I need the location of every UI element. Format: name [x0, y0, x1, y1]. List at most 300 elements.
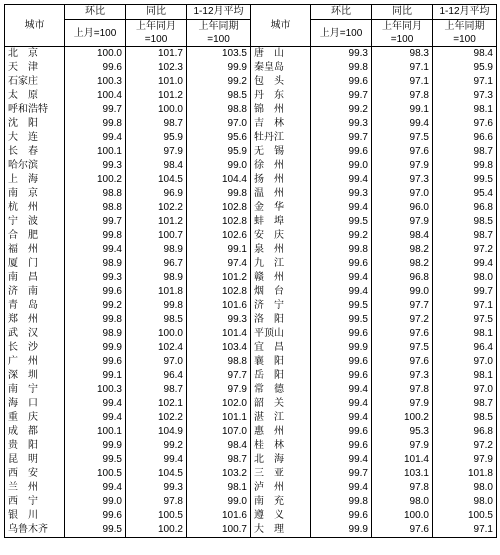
city-name-cell: 济 宁 [251, 299, 311, 313]
mom-value-cell: 99.5 [311, 313, 372, 327]
city-name-cell: 武 汉 [5, 327, 65, 341]
yoy-base-header: 上年同月 [126, 20, 187, 34]
avg-value-cell: 98.0 [433, 271, 497, 285]
mom-value-cell: 99.6 [311, 327, 372, 341]
avg-value-cell: 101.8 [433, 467, 497, 481]
avg-value-cell: 103.2 [187, 467, 251, 481]
yoy-value-cell: 98.2 [372, 257, 433, 271]
avg-value-cell: 103.4 [187, 341, 251, 355]
city-name-cell: 无 锡 [251, 145, 311, 159]
mom-value-cell: 99.7 [311, 467, 372, 481]
mom-value-cell: 99.6 [65, 61, 126, 75]
mom-value-cell: 99.4 [311, 201, 372, 215]
mom-value-cell: 99.6 [311, 439, 372, 453]
yoy-value-cell: 97.8 [372, 383, 433, 397]
table-body [5, 47, 497, 538]
avg-value-cell: 99.3 [187, 313, 251, 327]
city-name-cell: 惠 州 [251, 425, 311, 439]
table-header [5, 5, 497, 47]
city-name-cell: 合 肥 [5, 229, 65, 243]
city-name-cell: 厦 门 [5, 257, 65, 271]
mom-value-cell: 100.5 [65, 467, 126, 481]
avg-value-cell: 97.0 [433, 383, 497, 397]
city-name-cell: 广 州 [5, 355, 65, 369]
city-name-cell: 洛 阳 [251, 313, 311, 327]
avg-value-cell: 97.1 [433, 523, 497, 538]
table-row [5, 425, 497, 439]
city-name-cell: 福 州 [5, 243, 65, 257]
city-name-cell: 安 庆 [251, 229, 311, 243]
yoy-value-cell: 101.2 [126, 89, 187, 103]
mom-base-header: 上月=100 [65, 20, 126, 47]
city-name-cell: 天 津 [5, 61, 65, 75]
avg-value-cell: 98.0 [433, 495, 497, 509]
mom-value-cell: 99.3 [311, 187, 372, 201]
yoy-value-cell: 98.5 [126, 313, 187, 327]
avg-value-cell: 102.6 [187, 229, 251, 243]
yoy-value-cell: 100.0 [372, 509, 433, 523]
avg-value-cell: 99.4 [433, 257, 497, 271]
mom-value-cell: 99.6 [311, 257, 372, 271]
yoy-value-cell: 99.2 [126, 439, 187, 453]
yoy-value-cell: 95.9 [126, 131, 187, 145]
mom-value-cell: 100.1 [65, 425, 126, 439]
mom-value-cell: 99.8 [65, 313, 126, 327]
avg-value-cell: 97.3 [433, 89, 497, 103]
city-name-cell: 韶 关 [251, 397, 311, 411]
mom-value-cell: 99.8 [65, 117, 126, 131]
table-row [5, 243, 497, 257]
city-name-cell: 九 江 [251, 257, 311, 271]
mom-value-cell: 99.4 [311, 285, 372, 299]
avg-value-cell: 96.6 [433, 131, 497, 145]
avg-value-cell: 99.0 [187, 495, 251, 509]
table-row [5, 285, 497, 299]
mom-value-cell: 99.6 [65, 355, 126, 369]
city-name-cell: 三 亚 [251, 467, 311, 481]
mom-column-header: 环比 [65, 5, 126, 20]
avg-value-cell: 97.1 [433, 75, 497, 89]
avg-value-cell: 99.1 [187, 243, 251, 257]
avg-value-cell: 99.7 [433, 285, 497, 299]
mom-value-cell: 99.3 [311, 47, 372, 62]
avg-value-cell: 99.0 [187, 159, 251, 173]
mom-value-cell: 99.0 [65, 495, 126, 509]
mom-value-cell: 99.1 [65, 369, 126, 383]
yoy-value-cell: 98.4 [372, 229, 433, 243]
avg-value-cell: 95.6 [187, 131, 251, 145]
avg-value-cell: 98.5 [433, 215, 497, 229]
avg-value-cell: 98.1 [433, 103, 497, 117]
mom-value-cell: 99.8 [311, 61, 372, 75]
avg-value-cell: 100.7 [187, 523, 251, 538]
city-name-cell: 锦 州 [251, 103, 311, 117]
avg-value-cell: 104.4 [187, 173, 251, 187]
mom-value-cell: 99.2 [311, 229, 372, 243]
table-row [5, 201, 497, 215]
mom-value-cell: 99.6 [65, 509, 126, 523]
city-name-cell: 乌鲁木齐 [5, 523, 65, 538]
mom-base-header: 上月=100 [311, 20, 372, 47]
mom-value-cell: 100.4 [65, 89, 126, 103]
yoy-value-cell: 97.1 [372, 61, 433, 75]
city-name-cell: 泸 州 [251, 481, 311, 495]
yoy-value-cell: 98.2 [372, 243, 433, 257]
city-name-cell: 北 海 [251, 453, 311, 467]
avg-value-cell: 98.7 [187, 453, 251, 467]
yoy-column-header: 同比 [126, 5, 187, 20]
yoy-value-cell: 97.6 [372, 327, 433, 341]
yoy-value-cell: 101.7 [126, 47, 187, 62]
yoy-value-cell: 97.7 [372, 299, 433, 313]
avg-value-cell: 97.9 [433, 453, 497, 467]
avg-value-cell: 97.4 [187, 257, 251, 271]
yoy-value-cell: 101.8 [126, 285, 187, 299]
yoy-value-cell: 97.9 [372, 439, 433, 453]
mom-value-cell: 99.4 [311, 481, 372, 495]
city-name-cell: 石家庄 [5, 75, 65, 89]
mom-value-cell: 98.9 [65, 257, 126, 271]
mom-value-cell: 99.3 [65, 271, 126, 285]
table-row [5, 327, 497, 341]
mom-value-cell: 98.8 [65, 201, 126, 215]
table-row [5, 355, 497, 369]
yoy-base-header-2: =100 [126, 33, 187, 47]
avg-value-cell: 97.9 [187, 383, 251, 397]
table-row [5, 61, 497, 75]
city-name-cell: 银 川 [5, 509, 65, 523]
mom-value-cell: 100.1 [65, 145, 126, 159]
city-name-cell: 桂 林 [251, 439, 311, 453]
yoy-value-cell: 97.3 [372, 369, 433, 383]
mom-value-cell: 99.4 [311, 173, 372, 187]
yoy-value-cell: 98.7 [126, 383, 187, 397]
table-row [5, 75, 497, 89]
mom-value-cell: 99.0 [311, 159, 372, 173]
avg-value-cell: 98.8 [187, 103, 251, 117]
avg-value-cell: 99.8 [187, 187, 251, 201]
mom-value-cell: 99.4 [311, 383, 372, 397]
mom-value-cell: 99.7 [311, 131, 372, 145]
city-name-cell: 遵 义 [251, 509, 311, 523]
avg-value-cell: 98.1 [433, 327, 497, 341]
city-name-cell: 兰 州 [5, 481, 65, 495]
yoy-value-cell: 101.0 [126, 75, 187, 89]
city-name-cell: 长 春 [5, 145, 65, 159]
avg-value-cell: 95.4 [433, 187, 497, 201]
city-name-cell: 包 头 [251, 75, 311, 89]
mom-value-cell: 99.6 [311, 509, 372, 523]
avg-value-cell: 101.6 [187, 299, 251, 313]
city-name-cell: 深 圳 [5, 369, 65, 383]
yoy-value-cell: 102.4 [126, 341, 187, 355]
yoy-value-cell: 102.1 [126, 397, 187, 411]
mom-value-cell: 99.2 [311, 103, 372, 117]
avg-value-cell: 97.1 [433, 299, 497, 313]
yoy-value-cell: 98.9 [126, 243, 187, 257]
city-name-cell: 成 都 [5, 425, 65, 439]
table-row [5, 299, 497, 313]
yoy-value-cell: 101.2 [126, 215, 187, 229]
table-row [5, 103, 497, 117]
avg-column-header: 1-12月平均 [433, 5, 497, 20]
avg-base-header-2: =100 [433, 33, 497, 47]
yoy-value-cell: 100.2 [372, 411, 433, 425]
yoy-value-cell: 97.5 [372, 341, 433, 355]
yoy-value-cell: 96.9 [126, 187, 187, 201]
yoy-value-cell: 100.0 [126, 103, 187, 117]
avg-value-cell: 99.9 [187, 61, 251, 75]
yoy-value-cell: 100.5 [126, 509, 187, 523]
table-row [5, 173, 497, 187]
city-name-cell: 襄 阳 [251, 355, 311, 369]
avg-value-cell: 95.9 [187, 145, 251, 159]
table-row [5, 131, 497, 145]
city-name-cell: 吉 林 [251, 117, 311, 131]
avg-value-cell: 97.0 [187, 117, 251, 131]
yoy-value-cell: 104.5 [126, 467, 187, 481]
avg-base-header: 上年同期 [433, 20, 497, 34]
avg-value-cell: 95.9 [433, 61, 497, 75]
table-row [5, 159, 497, 173]
avg-value-cell: 97.2 [433, 243, 497, 257]
city-name-cell: 海 口 [5, 397, 65, 411]
mom-value-cell: 99.8 [311, 495, 372, 509]
city-name-cell: 郑 州 [5, 313, 65, 327]
avg-value-cell: 98.0 [433, 481, 497, 495]
city-name-cell: 杭 州 [5, 201, 65, 215]
yoy-value-cell: 99.4 [126, 453, 187, 467]
mom-value-cell: 99.4 [65, 397, 126, 411]
mom-value-cell: 99.5 [65, 453, 126, 467]
table-row [5, 215, 497, 229]
city-name-cell: 上 海 [5, 173, 65, 187]
city-name-cell: 扬 州 [251, 173, 311, 187]
city-name-cell: 西 安 [5, 467, 65, 481]
avg-value-cell: 102.0 [187, 397, 251, 411]
mom-value-cell: 100.3 [65, 75, 126, 89]
avg-value-cell: 102.8 [187, 201, 251, 215]
avg-value-cell: 102.8 [187, 215, 251, 229]
city-name-cell: 太 原 [5, 89, 65, 103]
city-name-cell: 徐 州 [251, 159, 311, 173]
yoy-value-cell: 97.9 [372, 159, 433, 173]
avg-value-cell: 102.8 [187, 285, 251, 299]
city-name-cell: 北 京 [5, 47, 65, 62]
city-name-cell: 常 德 [251, 383, 311, 397]
yoy-value-cell: 102.2 [126, 411, 187, 425]
yoy-value-cell: 97.8 [372, 481, 433, 495]
avg-value-cell: 101.6 [187, 509, 251, 523]
table-row [5, 481, 497, 495]
yoy-value-cell: 98.9 [126, 271, 187, 285]
table-row [5, 271, 497, 285]
city-column-header: 城市 [5, 5, 65, 47]
table-row [5, 229, 497, 243]
yoy-value-cell: 97.9 [372, 397, 433, 411]
yoy-value-cell: 97.9 [126, 145, 187, 159]
yoy-value-cell: 96.7 [126, 257, 187, 271]
yoy-value-cell: 102.2 [126, 201, 187, 215]
city-name-cell: 湛 江 [251, 411, 311, 425]
mom-value-cell: 99.6 [311, 355, 372, 369]
avg-value-cell: 96.8 [433, 201, 497, 215]
mom-value-cell: 99.6 [311, 75, 372, 89]
mom-value-cell: 99.4 [65, 131, 126, 145]
avg-value-cell: 98.7 [433, 229, 497, 243]
table-row [5, 509, 497, 523]
yoy-value-cell: 100.0 [126, 327, 187, 341]
yoy-value-cell: 97.0 [126, 355, 187, 369]
mom-value-cell: 99.8 [311, 243, 372, 257]
city-name-cell: 大 连 [5, 131, 65, 145]
city-name-cell: 唐 山 [251, 47, 311, 62]
city-name-cell: 南 京 [5, 187, 65, 201]
mom-column-header: 环比 [311, 5, 372, 20]
mom-value-cell: 99.6 [311, 369, 372, 383]
mom-value-cell: 99.7 [311, 89, 372, 103]
mom-value-cell: 99.6 [65, 285, 126, 299]
city-name-cell: 丹 东 [251, 89, 311, 103]
yoy-value-cell: 97.0 [372, 187, 433, 201]
mom-value-cell: 99.4 [311, 411, 372, 425]
table-row [5, 313, 497, 327]
mom-value-cell: 99.4 [65, 243, 126, 257]
city-name-cell: 牡丹江 [251, 131, 311, 145]
avg-value-cell: 98.1 [187, 481, 251, 495]
mom-value-cell: 99.6 [311, 145, 372, 159]
city-name-cell: 宁 波 [5, 215, 65, 229]
table-row [5, 397, 497, 411]
yoy-value-cell: 101.4 [372, 453, 433, 467]
house-price-index-table [4, 4, 497, 538]
mom-value-cell: 99.9 [65, 341, 126, 355]
city-name-cell: 昆 明 [5, 453, 65, 467]
avg-value-cell: 97.0 [433, 355, 497, 369]
city-name-cell: 沈 阳 [5, 117, 65, 131]
avg-value-cell: 98.5 [433, 411, 497, 425]
avg-value-cell: 103.5 [187, 47, 251, 62]
yoy-value-cell: 102.3 [126, 61, 187, 75]
avg-value-cell: 99.8 [433, 159, 497, 173]
avg-value-cell: 107.0 [187, 425, 251, 439]
yoy-value-cell: 98.0 [372, 495, 433, 509]
avg-value-cell: 100.5 [433, 509, 497, 523]
mom-value-cell: 99.4 [311, 271, 372, 285]
yoy-value-cell: 100.2 [126, 523, 187, 538]
avg-value-cell: 99.5 [433, 173, 497, 187]
avg-value-cell: 96.8 [433, 425, 497, 439]
city-name-cell: 贵 阳 [5, 439, 65, 453]
table-row [5, 187, 497, 201]
avg-base-header-2: =100 [187, 33, 251, 47]
avg-value-cell: 97.5 [433, 313, 497, 327]
city-name-cell: 哈尔滨 [5, 159, 65, 173]
table-row [5, 89, 497, 103]
city-name-cell: 济 南 [5, 285, 65, 299]
city-name-cell: 长 沙 [5, 341, 65, 355]
city-name-cell: 平顶山 [251, 327, 311, 341]
avg-column-header: 1-12月平均 [187, 5, 251, 20]
yoy-value-cell: 96.0 [372, 201, 433, 215]
mom-value-cell: 99.3 [311, 117, 372, 131]
mom-value-cell: 98.8 [65, 187, 126, 201]
mom-value-cell: 99.5 [65, 523, 126, 538]
yoy-value-cell: 104.5 [126, 173, 187, 187]
table-row [5, 369, 497, 383]
mom-value-cell: 99.4 [65, 411, 126, 425]
avg-value-cell: 98.4 [433, 47, 497, 62]
yoy-value-cell: 99.0 [372, 285, 433, 299]
table-row [5, 439, 497, 453]
yoy-value-cell: 99.8 [126, 299, 187, 313]
table-row [5, 523, 497, 538]
avg-value-cell: 98.8 [187, 355, 251, 369]
yoy-value-cell: 98.4 [126, 159, 187, 173]
mom-value-cell: 99.3 [65, 159, 126, 173]
yoy-value-cell: 97.3 [372, 173, 433, 187]
city-name-cell: 重 庆 [5, 411, 65, 425]
yoy-value-cell: 95.3 [372, 425, 433, 439]
table-row [5, 47, 497, 62]
yoy-value-cell: 99.4 [372, 117, 433, 131]
yoy-base-header-2: =100 [372, 33, 433, 47]
yoy-value-cell: 97.8 [126, 495, 187, 509]
mom-value-cell: 99.2 [65, 299, 126, 313]
yoy-value-cell: 96.8 [372, 271, 433, 285]
avg-value-cell: 101.4 [187, 327, 251, 341]
mom-value-cell: 99.9 [65, 439, 126, 453]
yoy-value-cell: 100.7 [126, 229, 187, 243]
mom-value-cell: 98.9 [65, 327, 126, 341]
mom-value-cell: 99.6 [311, 425, 372, 439]
city-name-cell: 金 华 [251, 201, 311, 215]
yoy-value-cell: 97.1 [372, 75, 433, 89]
yoy-value-cell: 97.6 [372, 145, 433, 159]
table-row [5, 117, 497, 131]
yoy-value-cell: 104.9 [126, 425, 187, 439]
avg-value-cell: 98.5 [187, 89, 251, 103]
avg-base-header: 上年同期 [187, 20, 251, 34]
mom-value-cell: 100.0 [65, 47, 126, 62]
yoy-value-cell: 97.2 [372, 313, 433, 327]
table-row [5, 453, 497, 467]
yoy-value-cell: 97.6 [372, 523, 433, 538]
mom-value-cell: 99.5 [311, 215, 372, 229]
avg-value-cell: 101.2 [187, 271, 251, 285]
avg-value-cell: 96.4 [433, 341, 497, 355]
table-row [5, 467, 497, 481]
yoy-value-cell: 97.6 [372, 355, 433, 369]
yoy-value-cell: 99.1 [372, 103, 433, 117]
table-row [5, 145, 497, 159]
yoy-base-header: 上年同月 [372, 20, 433, 34]
city-name-cell: 烟 台 [251, 285, 311, 299]
avg-value-cell: 101.1 [187, 411, 251, 425]
city-name-cell: 泉 州 [251, 243, 311, 257]
yoy-value-cell: 97.9 [372, 215, 433, 229]
avg-value-cell: 97.6 [433, 117, 497, 131]
avg-value-cell: 98.1 [433, 369, 497, 383]
yoy-value-cell: 97.8 [372, 89, 433, 103]
yoy-value-cell: 96.4 [126, 369, 187, 383]
avg-value-cell: 97.7 [187, 369, 251, 383]
city-name-cell: 大 理 [251, 523, 311, 538]
mom-value-cell: 99.9 [311, 523, 372, 538]
city-name-cell: 岳 阳 [251, 369, 311, 383]
avg-value-cell: 98.7 [433, 397, 497, 411]
table-row [5, 383, 497, 397]
